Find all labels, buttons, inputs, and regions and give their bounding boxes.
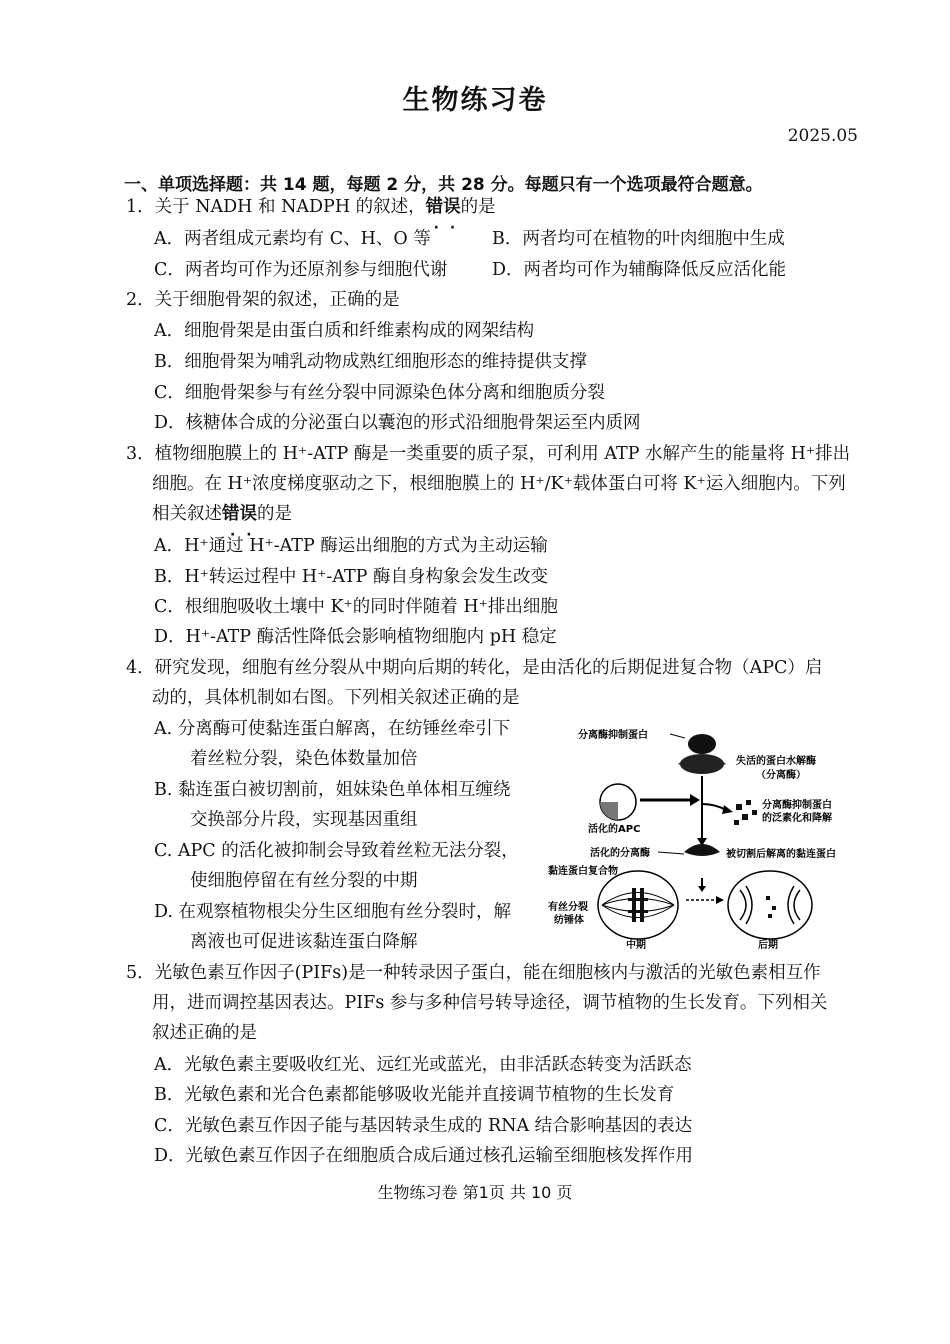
label-inactive-2: （分离酶） [756, 770, 806, 781]
label-metaphase: 中期 [626, 940, 646, 951]
q4-stem-line2: 动的，具体机制如右图。下列相关叙述正确的是 [152, 688, 520, 708]
q5-option-b: B．光敏色素和光合色素都能够吸收光能并直接调节植物的生长发育 [154, 1085, 675, 1105]
q5-stem-line1: 5．光敏色素互作因子(PIFs)是一种转录因子蛋白，能在细胞核内与激活的光敏色素相互作 [126, 963, 821, 983]
q2-option-c: C．细胞骨架参与有丝分裂中同源染色体分离和细胞质分裂 [154, 383, 605, 403]
q2-stem: 2．关于细胞骨架的叙述，正确的是 [126, 290, 400, 310]
q5-stem-line3: 叙述正确的是 [152, 1023, 257, 1043]
metaphase-spindle [602, 893, 674, 918]
q3-option-a: A．H⁺通过 H⁺-ATP 酶运出细胞的方式为主动运输 [154, 536, 548, 556]
q3-stem-line2: 细胞。在 H⁺浓度梯度驱动之下，根细胞膜上的 H⁺/K⁺载体蛋白可将 K⁺运入细胞内。下列 [152, 474, 846, 494]
degraded-fragments [734, 800, 757, 825]
anaphase-fragments [766, 896, 776, 918]
label-inactive-1: 失活的蛋白水解酶 [736, 756, 816, 767]
q4-option-d-line1: D. 在观察植物根尖分生区细胞有丝分裂时，解 [154, 902, 512, 922]
branch-arrow [702, 804, 726, 810]
q4-option-b-line1: B. 黏连蛋白被切割前，姐妹染色单体相互缠绕 [154, 780, 511, 800]
q3-option-d: D．H⁺-ATP 酶活性降低会影响植物细胞内 pH 稳定 [154, 627, 557, 647]
down-arrowhead [698, 886, 706, 892]
label-active-separase: 活化的分离酶 [590, 848, 650, 859]
q4-option-b-line2: 交换部分片段，实现基因重组 [190, 810, 418, 830]
label-ubiq-2: 的泛素化和降解 [762, 813, 832, 824]
exam-date: 2025.05 [787, 126, 858, 146]
label-anaphase: 后期 [758, 940, 778, 951]
q4-option-a-line1: A. 分离酶可使黏连蛋白解离，在纺锤丝牵引下 [154, 719, 511, 739]
q3-emphasis: 错误 · · [222, 504, 257, 524]
q5-stem-line2: 用，进而调控基因表达。PIFs 参与多种信号转导途径，调节植物的生长发育。下列相关 [152, 993, 828, 1013]
q5-option-a: A．光敏色素主要吸收红光、远红光或蓝光，由非活跃态转变为活跃态 [154, 1055, 692, 1075]
q1-stem: 1．关于 NADH 和 NADPH 的叙述，错误 · ·的是 [126, 192, 496, 222]
anaphase-chromosomes [740, 886, 800, 924]
q1-option-b: B．两者均可在植物的叶肉细胞中生成 [492, 229, 785, 249]
q5-option-c: C．光敏色素互作因子能与基因转录生成的 RNA 结合影响基因的表达 [154, 1116, 693, 1136]
label-ubiq-1: 分离酶抑制蛋白 [762, 800, 832, 811]
page-title: 生物练习卷 [402, 85, 548, 116]
apc-shade [600, 802, 618, 820]
q1-option-c: C．两者均可作为还原剂参与细胞代谢 [154, 260, 448, 280]
q4-option-c-line2: 使细胞停留在有丝分裂的中期 [190, 871, 418, 891]
transition-arrowhead [716, 896, 724, 904]
q1-option-a: A．两者组成元素均有 C、H、O 等 [154, 229, 431, 249]
label-spindle-1: 有丝分裂 [548, 902, 588, 913]
metaphase-cell [598, 871, 678, 939]
q4-option-d-line2: 离液也可促进该黏连蛋白降解 [190, 932, 418, 952]
q4-option-a-line2: 着丝粒分裂，染色体数量加倍 [190, 749, 418, 769]
label-cohesin-complex: 黏连蛋白复合物 [548, 866, 618, 877]
inhibitor-protein-shape [688, 734, 716, 754]
section-heading: 一、单项选择题：共 14 题，每题 2 分，共 28 分。每题只有一个选项最符合题意。 [124, 175, 763, 195]
q3-stem-line1: 3．植物细胞膜上的 H⁺-ATP 酶是一类重要的质子泵，可利用 ATP 水解产生的能量将 H⁺排出 [126, 444, 851, 464]
leader-inhibitor [670, 734, 685, 738]
active-separase-shape [684, 844, 720, 856]
leader-active [658, 852, 684, 854]
q2-option-a: A．细胞骨架是由蛋白质和纤维素构成的网架结构 [154, 321, 535, 341]
label-cut-cohesin: 被切割后解离的黏连蛋白 [726, 849, 836, 860]
q5-option-d: D．光敏色素互作因子在细胞质合成后通过核孔运输至细胞核发挥作用 [154, 1146, 694, 1166]
q1-option-d: D．两者均可作为辅酶降低反应活化能 [492, 260, 787, 280]
q1-emphasis: 错误 · · [426, 197, 461, 217]
q4-option-c-line1: C. APC 的活化被抑制会导致着丝粒无法分裂， [154, 841, 519, 861]
label-inhibitor: 分离酶抑制蛋白 [578, 730, 648, 741]
q3-option-c: C．根细胞吸收土壤中 K⁺的同时伴随着 H⁺排出细胞 [154, 597, 558, 617]
branch-arrowhead [722, 805, 733, 814]
anaphase-cell [728, 871, 812, 939]
label-apc: 活化的APC [588, 824, 641, 835]
label-spindle-2: 纺锤体 [554, 915, 584, 926]
q3-stem-line3: 相关叙述错误 · ·的是 [152, 499, 292, 529]
q2-option-b: B．细胞骨架为哺乳动物成熟红细胞形态的维持提供支撑 [154, 352, 587, 372]
q2-option-d: D．核糖体合成的分泌蛋白以囊泡的形式沿细胞骨架运至内质网 [154, 413, 641, 433]
apc-arrowhead [690, 794, 700, 806]
q4-stem-line1: 4．研究发现，细胞有丝分裂从中期向后期的转化，是由活化的后期促进复合物（APC）启 [126, 658, 823, 678]
separase-body-shape [680, 754, 724, 774]
page-footer: 生物练习卷 第1页 共 10 页 [377, 1183, 573, 1202]
apc-mechanism-figure [540, 720, 860, 955]
q3-option-b: B．H⁺转运过程中 H⁺-ATP 酶自身构象会发生改变 [154, 567, 549, 587]
